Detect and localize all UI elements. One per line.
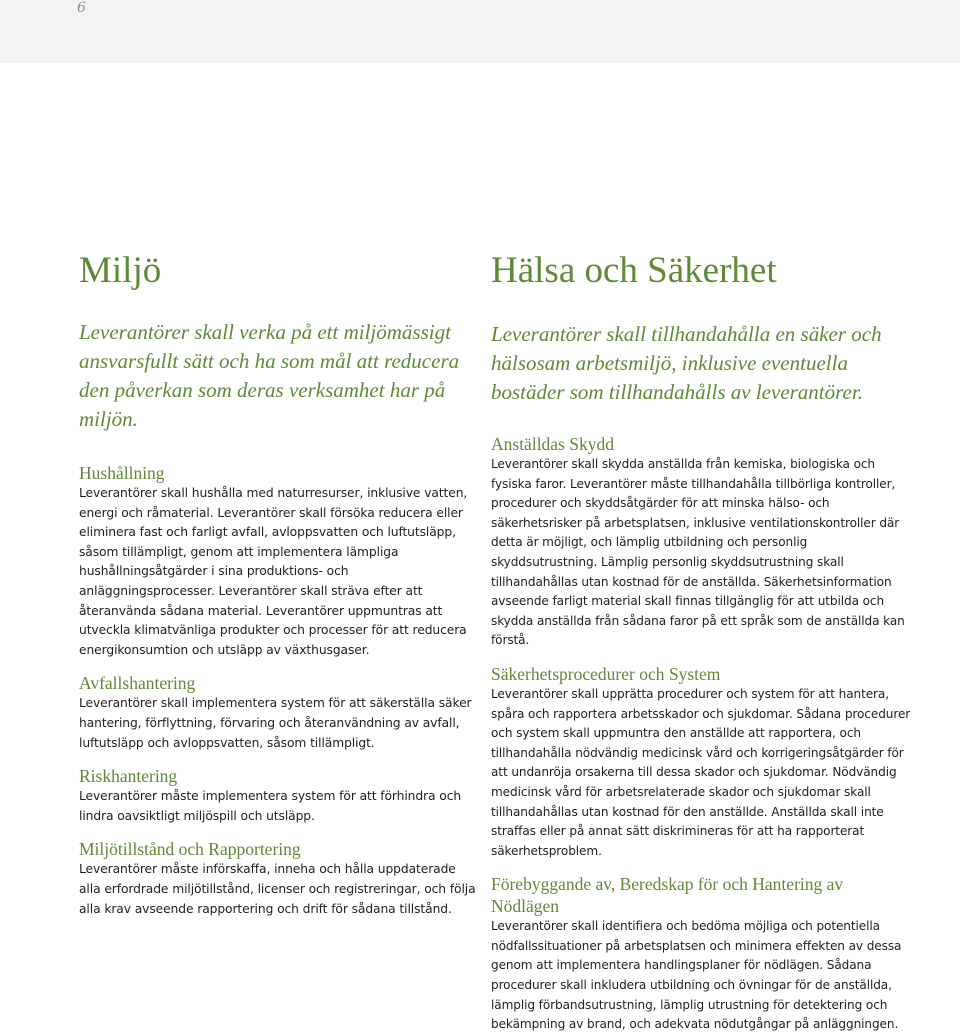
subsection-risk [79, 765, 477, 826]
subsection-heading: Förebyggande av, Beredskap för och Hantering av Nödlägen [491, 874, 844, 917]
subsection-permits [79, 838, 477, 919]
subsection-body: Leverantörer skall implementera system för att säkerställa säker hantering, förflyttning, förvaring och återanvändning av avfall, luftutsläpp och avloppsvatten, såsom tillämpligt. [79, 696, 472, 750]
subsection-heading: Riskhantering [79, 766, 178, 787]
intro-environment: Leverantörer skall verka på ett miljömässigt ansvarsfullt sätt och ha som mål att reducera den påverkan som deras verksamhet har på miljön. [79, 320, 460, 431]
subsection-waste [79, 672, 477, 753]
subsection-heading: Hushållning [79, 463, 165, 483]
page-header-band [0, 0, 960, 63]
subsection-heading: Säkerhetsprocedurer och System [491, 663, 721, 684]
subsection-emergency [491, 873, 911, 1035]
subsection-safety-procedures [491, 663, 911, 861]
intro-health-safety: Leverantörer skall tillhandahålla en säker och hälsosam arbetsmiljö, inklusive eventuella bostäder som tillhandahålls av leverantörer. [491, 322, 882, 404]
column-environment [79, 250, 477, 919]
subsection-body: Leverantörer måste implementera system för att förhindra och lindra oavsiktligt miljöspill och utsläpp. [79, 789, 462, 823]
subsection-body: Leverantörer skall skydda anställda från kemiska, biologiska och fysiska faror. Leverantörer måste tillhandahålla tillbörliga kontroller, procedurer och skyddsåtgärder för att minska hälso- och säkerhetsrisker på arbetsplatsen, inklusive ventilationskontroller där detta är möjligt, och lämplig utbildning och personlig skyddsutrustning. Lämplig personlig skyddsutrustning skall tillhandahållas utan kostnad för de anställda. Säkerhetsinformation avseende farligt material skall finnas tillgänglig för att utbilda och skydda anställda från sådana faror på ett språk som de anställda kan förstå. [491, 457, 905, 648]
subsection-heading: Anställdas Skydd [491, 434, 614, 454]
subsection-body: Leverantörer skall identifiera och bedöma möjliga och potentiella nödfallssituationer på arbetsplatsen och minimera effekten av dessa genom att implementera handlingsplaner för nödlägen. Sådana procedurer skall inkludera utbildning och övningar för de anställda, lämplig förbandsutrustning, lämplig utrustning för detektering och bekämpning av brand, och adekvata nödutgångar på anläggningen. [491, 919, 902, 1032]
section-title-health-safety: Hälsa och Säkerhet [491, 250, 777, 291]
column-health-safety [491, 250, 911, 1035]
subsection-body: Leverantörer skall upprätta procedurer och system för att hantera, spåra och rapportera arbetsskador och sjukdomar. Sådana procedurer och system skall uppmuntra den anställde att rapportera, och tillhandahålla nödvändig medicinsk vård och korrigeringsåtgärder för att undanröja orsakerna till dessa skador och sjukdomar. Nödvändig medicinsk vård för arbetsrelaterade skador och sjukdomar skall tillhandahållas utan kostnad för den anställde. Anställda skall inte straffas eller på annat sätt diskrimineras för att ha rapporterat säkerhetsproblem. [491, 686, 911, 858]
subsection-body: Leverantörer måste införskaffa, inneha och hålla uppdaterade alla erfordrade miljötillstånd, licenser och registreringar, och följa alla krav avseende rapportering och drift för sådana tillstånd. [79, 862, 476, 916]
subsection-body: Leverantörer skall hushålla med naturresurser, inklusive vatten, energi och råmaterial. Leverantörer skall försöka reducera eller eliminera fast och farligt avfall, avloppsvatten och luftutsläpp, såsom tillämpligt, genom att implementera lämpliga hushållningsåtgärder i sina produktions- och anläggningsprocesser. Leverantörer skall sträva efter att återanvända sådana material. Leverantörer uppmuntras att utveckla klimatvänliga produkter och processer för att reducera energikonsumtion och utsläpp av växthusgaser. [79, 486, 468, 657]
section-title-environment: Miljö [79, 250, 162, 291]
subsection-worker-protection [491, 433, 911, 651]
subsection-conservation [79, 462, 477, 660]
subsection-heading: Avfallshantering [79, 673, 196, 694]
subsection-heading: Miljötillstånd och Rapportering [79, 839, 301, 860]
page-number: 6 [77, 0, 86, 16]
